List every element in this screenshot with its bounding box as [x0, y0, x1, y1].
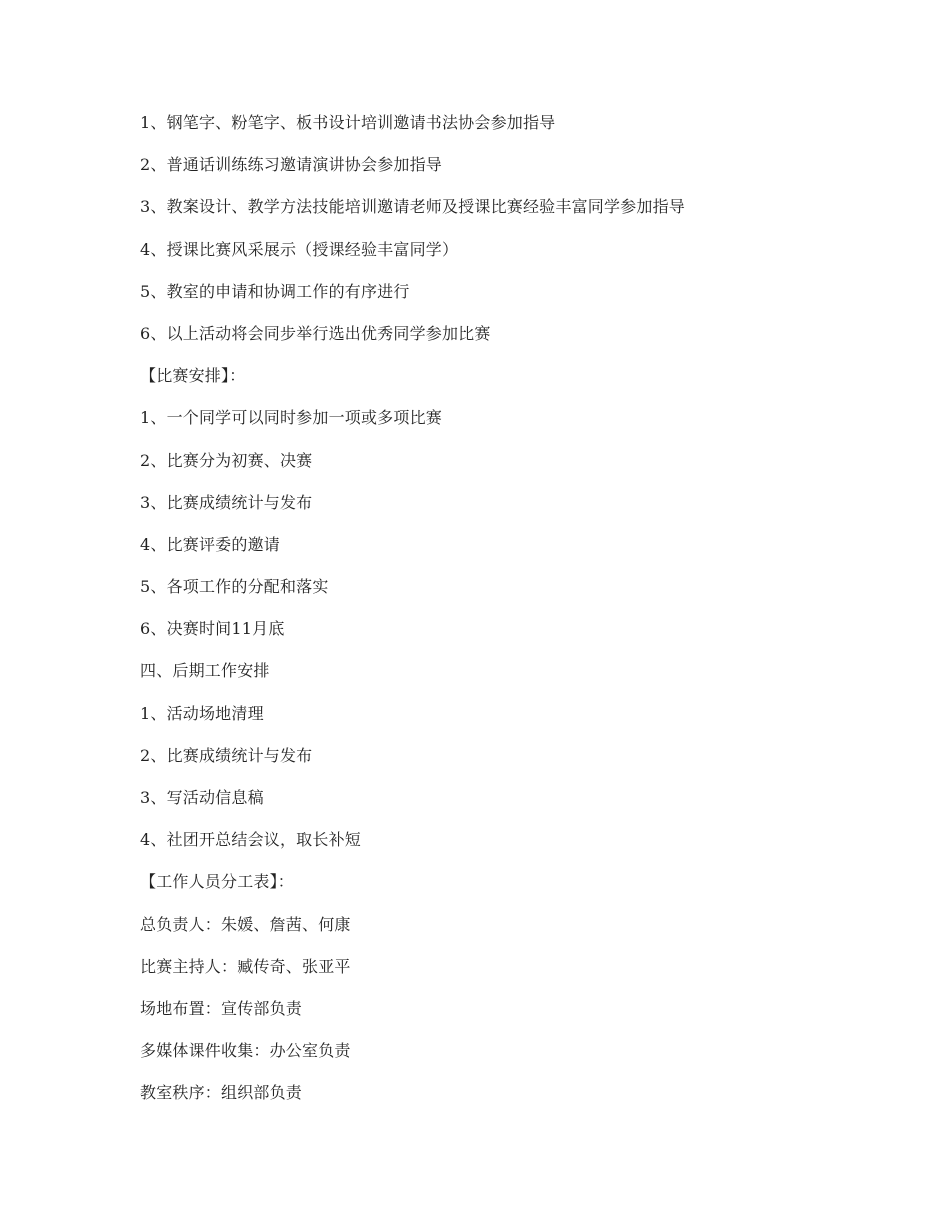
section-heading-competition-arrangement: 【比赛安排】： — [140, 366, 246, 386]
staff-general-lead: 总负责人：朱媛、詹茜、何康 — [140, 914, 351, 934]
list-item-final-date: 6、决赛时间11月底 — [140, 619, 285, 639]
list-item-results-statistics: 2、比赛成绩统计与发布 — [140, 745, 313, 765]
list-item-judges-invitation: 4、比赛评委的邀请 — [140, 534, 280, 554]
document-body — [140, 113, 840, 1126]
staff-venue-setup: 场地布置：宣传部负责 — [140, 998, 303, 1018]
list-item-multiple-entries: 1、一个同学可以同时参加一项或多项比赛 — [140, 408, 442, 428]
staff-hosts: 比赛主持人：臧传奇、张亚平 — [140, 956, 351, 976]
list-item-news-draft: 3、写活动信息稿 — [140, 788, 264, 807]
list-item-classroom-coordination: 5、教室的申请和协调工作的有序进行 — [140, 281, 410, 301]
list-item-mandarin-practice: 2、普通话训练练习邀请演讲协会参加指导 — [140, 155, 442, 175]
list-item-venue-cleanup: 1、活动场地清理 — [140, 703, 264, 723]
list-item-task-allocation: 5、各项工作的分配和落实 — [140, 577, 329, 597]
list-item-rounds: 2、比赛分为初赛、决赛 — [140, 450, 313, 470]
list-item-lesson-design-training: 3、教案设计、教学方法技能培训邀请老师及授课比赛经验丰富同学参加指导 — [140, 197, 685, 217]
section-heading-staff-assignment: 【工作人员分工表】： — [140, 872, 295, 892]
staff-multimedia: 多媒体课件收集：办公室负责 — [140, 1041, 351, 1061]
list-item-results-publishing: 3、比赛成绩统计与发布 — [140, 492, 313, 512]
list-item-teaching-showcase: 4、授课比赛风采展示（授课经验丰富同学） — [140, 239, 459, 259]
section-heading-post-event: 四、后期工作安排 — [140, 661, 270, 681]
list-item-summary-meeting: 4、社团开总结会议，取长补短 — [140, 830, 361, 850]
list-item-selection: 6、以上活动将会同步举行选出优秀同学参加比赛 — [140, 323, 491, 343]
list-item-calligraphy-training: 1、钢笔字、粉笔字、板书设计培训邀请书法协会参加指导 — [140, 113, 556, 132]
staff-classroom-order: 教室秩序：组织部负责 — [140, 1083, 303, 1103]
